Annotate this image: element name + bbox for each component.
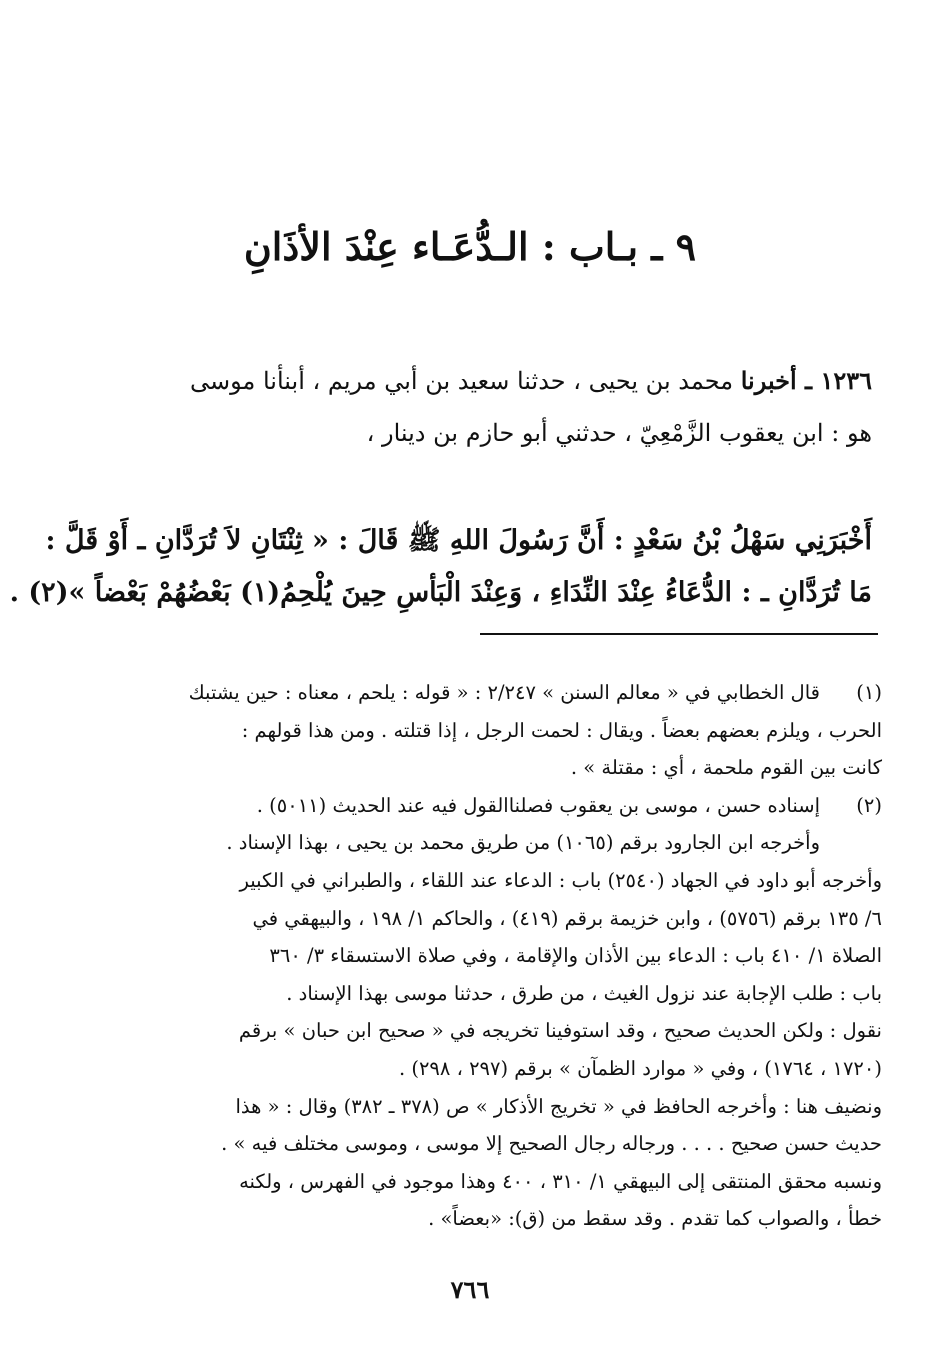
footnote-number: (١) <box>856 681 882 704</box>
chapter-title: ٩ ـ بـاب : الـدُّعَـاء عِنْدَ الأذَانِ <box>243 224 697 269</box>
intro-line-2: هو : ابن يعقوب الزَّمْعِيّ ، حدثني أبو حازم بن دينار ، <box>366 419 872 447</box>
intro-line-1-rest: محمد بن يحيى ، حدثنا سعيد بن أبي مريم ، أبنأنا موسى <box>189 367 741 395</box>
footnote-1 <box>62 674 882 787</box>
footnote-line: وأخرجه أبو داود في الجهاد (٢٥٤٠) باب : الدعاء عند اللقاء ، والطبراني في الكبير <box>239 868 882 892</box>
hadith-line-1: أَخْبَرَنِي سَهْلُ بْنُ سَعْدٍ : أَنَّ رَسُولَ اللهِ ﷺ قَالَ : « ثِنْتَانِ لاَ تُرَدَّانِ ـ أَوْ قَلَّ : <box>45 525 872 556</box>
footnote-line: الصلاة ١/ ٤١٠ باب : الدعاء بين الأذان والإقامة ، وفي صلاة الاستسقاء ٣/ ٣٦٠ <box>269 944 882 968</box>
intro-line-1 <box>67 355 872 407</box>
footnote-line: ونسبه محقق المنتقى إلى البيهقي ١/ ٣١٠ ، ٤٠٠ وهذا موجود في الفهرس ، ولكنه <box>239 1169 882 1193</box>
footnote-number: (٢) <box>856 793 882 817</box>
footnote-line: ونضيف هنا : وأخرجه الحافظ في « تخريج الأذكار » ص (٣٧٨ ـ ٣٨٢) وقال : « هذا <box>235 1094 882 1118</box>
hadith-number-lead: ١٢٣٦ ـ أخبرنا <box>740 366 872 395</box>
footnote-line: خطأ ، والصواب كما تقدم . وقد سقط من (ق): «بعضاً» . <box>428 1207 882 1231</box>
footnote-line: كانت بين القوم ملحمة ، أي : مقتلة » . <box>570 756 882 780</box>
footnote-line: (١٧٢٠ ، ١٧٦٤) ، وفي « موارد الظمآن » برقم (٢٩٧ ، ٢٩٨) . <box>398 1056 882 1080</box>
page-number: ٧٦٦ <box>450 1275 490 1304</box>
hadith-line-2: مَا تُرَدَّانِ ـ : الدُّعَاءُ عِنْدَ النِّدَاءِ ، وَعِنْدَ الْبَأسِ حِينَ يُلْحِمُ(١) بَعْضُهُمْ بَعْضاً »(٢) . <box>9 577 872 608</box>
footnote-2 <box>62 787 882 1238</box>
footnote-line: حديث حسن صحيح . . . . ورجاله رجال الصحيح إلا موسى ، وموسى مختلف فيه » . <box>221 1132 882 1156</box>
hadith-text <box>9 515 872 619</box>
footnote-line: قال الخطابي في « معالم السنن » ٢/٢٤٧ : « قوله : يلحم ، معناه : حين يشتبك <box>188 681 820 704</box>
footnote-line: الحرب ، ويلزم بعضهم بعضاً . ويقال : لحمت الرجل ، إذا قتلته . ومن هذا قولهم : <box>241 718 882 742</box>
footnotes <box>62 674 882 1238</box>
hadith-chain-of-narration <box>67 355 872 459</box>
footnote-separator <box>480 633 878 635</box>
footnote-line: وأخرجه ابن الجارود برقم (١٠٦٥) من طريق محمد بن يحيى ، بهذا الإسناد . <box>226 831 820 855</box>
footnote-line: إسناده حسن ، موسى بن يعقوب فصلناالقول فيه عند الحديث (٥٠١١) . <box>256 793 820 817</box>
footnote-line: باب : طلب الإجابة عند نزول الغيث ، من طرق ، حدثنا موسى بهذا الإسناد . <box>286 981 882 1005</box>
footnote-line: ٦/ ١٣٥ برقم (٥٧٥٦) ، وابن خزيمة برقم (٤١٩) ، والحاكم ١/ ١٩٨ ، والبيهقي في <box>252 906 882 930</box>
footnote-line: نقول : ولكن الحديث صحيح ، وقد استوفينا تخريجه في « صحيح ابن حبان » برقم <box>238 1019 882 1043</box>
